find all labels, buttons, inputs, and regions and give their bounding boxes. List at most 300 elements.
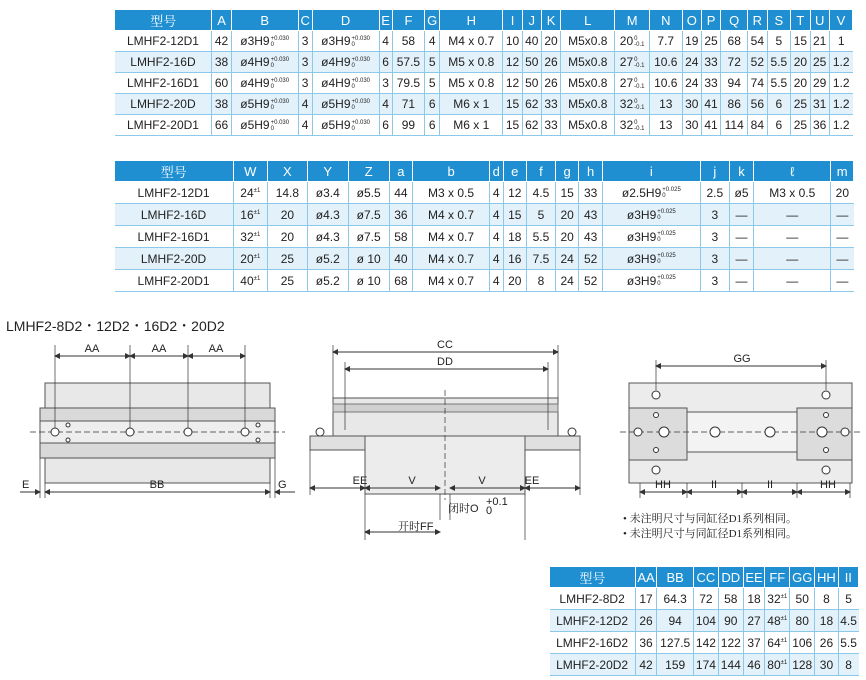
label-aa: AA — [151, 343, 167, 355]
column-header: I — [503, 10, 522, 31]
left-view-drawing — [20, 343, 295, 498]
tolerance-lower: -0.1 — [634, 62, 645, 69]
cell-value: M5x0.8 — [568, 97, 608, 111]
cell-value: 50 — [525, 76, 539, 90]
cell-value: 25 — [704, 34, 718, 48]
cell-value: 20 — [544, 34, 558, 48]
column-header: GG — [790, 567, 815, 588]
cell-value: ø 10 — [356, 273, 381, 288]
cell-value: LMHF2-16D1 — [137, 229, 210, 244]
cell-value: 5.5 — [770, 55, 788, 69]
cell-value: — — [735, 229, 748, 244]
cell-value: LMHF2-8D2 — [559, 591, 625, 606]
table-cell — [765, 588, 790, 610]
column-header: J — [522, 10, 541, 31]
tolerance-lower: 0 — [351, 104, 355, 111]
cell-value: 1.2 — [832, 76, 850, 90]
column-header: D — [312, 10, 379, 31]
tolerance-upper: +0.030 — [351, 56, 371, 63]
cell-value: LMHF2-16D2 — [556, 635, 629, 650]
cell-value: 94 — [668, 613, 682, 628]
column-header: AA — [635, 567, 657, 588]
tolerance-lower: 0 — [662, 193, 666, 200]
tolerance-upper: +0.030 — [351, 77, 371, 84]
cell-value: 64.3 — [663, 591, 687, 606]
label-closed-lower: 0 — [486, 505, 493, 517]
cell-value: 58 — [394, 229, 408, 244]
cell-value: 4 — [492, 251, 500, 266]
cell-value: LMHF2-20D — [140, 251, 207, 266]
label-ii: II — [766, 479, 774, 491]
section-title: LMHF2-8D2・12D2・16D2・20D2 — [6, 318, 225, 334]
table-cell — [550, 632, 636, 654]
table-cell — [657, 610, 694, 632]
cell-value: 43 — [583, 207, 598, 222]
table-cell — [790, 632, 815, 654]
table-cell — [838, 588, 858, 610]
cell-value: 5 — [775, 34, 783, 48]
cell-value: ø7.5 — [356, 229, 381, 244]
cell-value: 20 — [240, 251, 254, 266]
cell-value: 32 — [619, 97, 634, 111]
tolerance-upper: +0.030 — [270, 77, 290, 84]
cell-value: ø5H9 — [321, 97, 351, 111]
tolerance-lower: 0 — [351, 62, 355, 69]
column-header: k — [729, 161, 754, 182]
cell-value: 7.7 — [657, 34, 675, 48]
label-ee: EE — [352, 475, 368, 487]
cell-value: 86 — [727, 97, 741, 111]
tolerance: ±1 — [253, 231, 261, 238]
cell-value: 5 — [845, 591, 852, 606]
column-header: B — [231, 10, 298, 31]
cell-value: LMHF2-12D1 — [126, 34, 199, 48]
tolerance-lower: 0 — [657, 215, 661, 222]
cell-value: 1 — [837, 34, 845, 48]
cell-value: 6 — [428, 118, 436, 132]
cell-value: 114 — [724, 118, 744, 132]
cell-value: — — [786, 229, 799, 244]
cell-value: 4 — [492, 229, 500, 244]
cell-value: 3 — [711, 207, 719, 222]
tolerance-lower: 0 — [351, 41, 355, 48]
cell-value: 20 — [619, 34, 634, 48]
cell-value: 40 — [394, 251, 408, 266]
cell-value: M5x0.8 — [568, 76, 608, 90]
cell-value: 36 — [639, 635, 653, 650]
column-header: N — [649, 10, 682, 31]
column-header: A — [212, 10, 231, 31]
tolerance: ±1 — [780, 593, 788, 600]
table-cell — [815, 588, 838, 610]
cell-value: 19 — [685, 34, 699, 48]
cell-value: 84 — [750, 118, 765, 132]
cell-value: M6 x 1 — [453, 97, 490, 111]
table-cell — [657, 632, 694, 654]
cell-value: 79.5 — [396, 76, 421, 90]
cell-value: 42 — [214, 34, 229, 48]
footnote: • 未注明尺寸与同缸径D1系列相同。 — [623, 513, 798, 525]
label-open: 开时FF — [398, 521, 434, 533]
cell-value: ø7.5 — [356, 207, 381, 222]
cell-value: 15 — [793, 34, 808, 48]
cell-value: ø4H9 — [240, 76, 270, 90]
cell-value: 3 — [301, 76, 309, 90]
cell-value: LMHF2-20D1 — [126, 118, 199, 132]
cell-value: 18 — [819, 613, 834, 628]
cell-value: LMHF2-16D — [140, 207, 207, 222]
cell-value: M5 x 0.8 — [448, 55, 495, 69]
column-header: T — [791, 10, 810, 31]
cell-value: 38 — [214, 97, 229, 111]
tolerance-lower: 0 — [270, 41, 274, 48]
tolerance-lower: 0 — [270, 83, 274, 90]
cell-value: 144 — [720, 657, 741, 672]
cell-value: 37 — [747, 635, 761, 650]
cell-value: ø3H9 — [626, 251, 657, 266]
cell-value: LMHF2-12D2 — [556, 613, 629, 628]
cell-value: 6 — [382, 118, 389, 132]
cell-value: 10 — [505, 34, 520, 48]
cell-value: — — [735, 273, 748, 288]
cell-value: 12 — [505, 76, 520, 90]
cell-value: ø4H9 — [321, 76, 351, 90]
cell-value: LMHF2-20D2 — [556, 657, 629, 672]
table-cell — [635, 588, 657, 610]
cell-value: 25 — [793, 118, 808, 132]
tolerance-upper: 0 — [634, 119, 638, 126]
table-cell — [694, 632, 719, 654]
cell-value: M4 x 0.7 — [428, 229, 475, 244]
cell-value: 17 — [639, 591, 653, 606]
table-cell — [550, 588, 636, 610]
column-header: M — [615, 10, 650, 31]
cell-value: 3 — [711, 273, 719, 288]
cell-value: 12 — [505, 55, 520, 69]
cell-value: — — [786, 207, 799, 222]
column-header: II — [838, 567, 858, 588]
cell-value: 33 — [583, 185, 598, 200]
cell-value: LMHF2-16D — [130, 55, 196, 69]
column-header: S — [767, 10, 791, 31]
table-cell — [718, 610, 743, 632]
cell-value: 24 — [560, 251, 574, 266]
cell-value: 64 — [767, 635, 781, 650]
cell-value: ø3.4 — [315, 185, 340, 200]
cell-value: 1.2 — [832, 97, 850, 111]
cell-value: 4 — [382, 34, 389, 48]
column-header: 型号 — [115, 10, 212, 31]
table-cell — [718, 588, 743, 610]
tolerance-upper: +0.030 — [351, 119, 371, 126]
tolerance-lower: 0 — [657, 281, 661, 288]
tolerance-lower: 0 — [657, 237, 661, 244]
cell-value: 36 — [394, 207, 408, 222]
cell-value: 30 — [685, 97, 699, 111]
cell-value: 20 — [560, 207, 574, 222]
table-cell — [838, 632, 858, 654]
cell-value: 30 — [819, 657, 834, 672]
column-header: W — [233, 161, 267, 182]
cell-value: 52 — [750, 55, 765, 69]
label-aa: AA — [208, 343, 224, 355]
cell-value: 8 — [537, 273, 545, 288]
table-cell — [815, 654, 838, 676]
column-header: FF — [765, 567, 790, 588]
tolerance-upper: +0.030 — [351, 98, 371, 105]
cell-value: 5 — [428, 76, 436, 90]
column-header: H — [440, 10, 503, 31]
cell-value: M3 x 0.5 — [769, 185, 816, 200]
cell-value: 90 — [724, 613, 738, 628]
tolerance-lower: -0.1 — [634, 104, 645, 111]
cell-value: 3 — [301, 34, 309, 48]
cell-value: 4 — [301, 97, 309, 111]
cell-value: — — [836, 207, 849, 222]
table-cell — [694, 610, 719, 632]
cell-value: 20 — [793, 76, 808, 90]
column-header: g — [555, 161, 578, 182]
cell-value: 27 — [747, 613, 761, 628]
cell-value: 6 — [382, 55, 389, 69]
table-cell — [743, 610, 765, 632]
tolerance-lower: 0 — [270, 125, 274, 132]
tolerance-upper: 0 — [634, 77, 638, 84]
column-header: DD — [718, 567, 743, 588]
cell-value: 25 — [280, 273, 295, 288]
column-header: G — [425, 10, 440, 31]
tolerance-upper: +0.030 — [270, 98, 290, 105]
table-row — [550, 632, 859, 654]
cell-value: M4 x 0.7 — [428, 251, 475, 266]
cell-value: 52 — [583, 273, 598, 288]
cell-value: 25 — [812, 55, 827, 69]
column-header: h — [579, 161, 602, 182]
column-header: e — [503, 161, 526, 182]
tolerance-lower: 0 — [351, 83, 355, 90]
cell-value: 60 — [214, 76, 229, 90]
cell-value: ø4.3 — [315, 207, 340, 222]
cell-value: 5.5 — [532, 229, 550, 244]
table-cell — [718, 654, 743, 676]
cell-value: M5x0.8 — [568, 55, 608, 69]
cell-value: 20 — [280, 229, 295, 244]
cell-value: 46 — [747, 657, 761, 672]
cell-value: 13 — [659, 97, 673, 111]
cell-value: M3 x 0.5 — [428, 185, 475, 200]
cell-value: LMHF2-16D1 — [126, 76, 199, 90]
table-cell — [550, 654, 636, 676]
cell-value: 5 — [537, 207, 545, 222]
cell-value: 128 — [792, 657, 813, 672]
cell-value: 5.5 — [770, 76, 788, 90]
cell-value: 27 — [619, 55, 634, 69]
column-header: U — [810, 10, 829, 31]
cell-value: 21 — [812, 34, 827, 48]
cell-value: 99 — [401, 118, 416, 132]
table-cell — [790, 654, 815, 676]
cell-value: 5.5 — [840, 635, 857, 650]
table-cell — [635, 632, 657, 654]
cell-value: 54 — [750, 34, 765, 48]
cell-value: 80 — [767, 657, 781, 672]
cell-value: 3 — [301, 55, 309, 69]
table-cell — [743, 654, 765, 676]
label-e: E — [22, 479, 30, 491]
cell-value: — — [836, 229, 849, 244]
cell-value: LMHF2-12D1 — [137, 185, 210, 200]
cell-value: 24 — [685, 55, 699, 69]
label-hh: HH — [655, 479, 671, 491]
column-header: 型号 — [550, 567, 636, 588]
tolerance-upper: 0 — [634, 98, 638, 105]
tolerance-lower: -0.1 — [634, 41, 645, 48]
tolerance-lower: 0 — [270, 62, 274, 69]
column-header: d — [490, 161, 503, 182]
cell-value: 20 — [835, 185, 850, 200]
label-bb: BB — [149, 479, 165, 491]
cell-value: M5x0.8 — [568, 118, 608, 132]
cell-value: ø5H9 — [240, 97, 270, 111]
cell-value: — — [786, 273, 799, 288]
table-cell — [657, 588, 694, 610]
cell-value: 3 — [711, 251, 719, 266]
cell-value: 142 — [695, 635, 716, 650]
cell-value: 4 — [492, 273, 500, 288]
cell-value: ø5.2 — [315, 251, 340, 266]
cell-value: 38 — [214, 55, 229, 69]
column-header: i — [602, 161, 700, 182]
cell-value: 8 — [823, 591, 830, 606]
cell-value: M4 x 0.7 — [448, 34, 495, 48]
tolerance: ±1 — [780, 637, 788, 644]
label-v: V — [408, 475, 416, 487]
column-header: b — [413, 161, 490, 182]
cell-value: M5 x 0.8 — [448, 76, 495, 90]
cell-value: ø5H9 — [240, 118, 270, 132]
tolerance-upper: +0.025 — [662, 187, 681, 194]
cell-value: 4 — [382, 97, 389, 111]
column-header: Q — [721, 10, 748, 31]
tolerance-lower: 0 — [657, 259, 661, 266]
top-view-drawing — [620, 353, 862, 498]
cell-value: 16 — [508, 251, 522, 266]
cell-value: 127.5 — [660, 635, 691, 650]
cell-value: 36 — [812, 118, 827, 132]
cell-value: 1.2 — [832, 118, 850, 132]
column-header: a — [389, 161, 412, 182]
cell-value: 62 — [525, 97, 539, 111]
cell-value: 10.6 — [654, 76, 678, 90]
cell-value: 72 — [727, 55, 741, 69]
tolerance: ±1 — [253, 209, 261, 216]
cell-value: 104 — [695, 613, 716, 628]
tolerance-upper: +0.030 — [270, 119, 290, 126]
cell-value: 40 — [525, 34, 539, 48]
cell-value: 74 — [750, 76, 765, 90]
cell-value: 7.5 — [532, 251, 550, 266]
label-g: G — [278, 479, 287, 491]
tolerance-upper: +0.025 — [657, 209, 676, 216]
tolerance-upper: +0.030 — [270, 56, 290, 63]
table-cell — [743, 632, 765, 654]
cell-value: 58 — [724, 591, 738, 606]
table-cell — [765, 610, 790, 632]
column-header: CC — [694, 567, 719, 588]
cell-value: 20 — [793, 55, 808, 69]
cell-value: ø3H9 — [626, 207, 657, 222]
cell-value: 42 — [639, 657, 653, 672]
cell-value: 30 — [685, 118, 699, 132]
tolerance-lower: 0 — [351, 125, 355, 132]
cell-value: ø3H9 — [626, 273, 657, 288]
column-header: L — [561, 10, 615, 31]
cell-value: 71 — [401, 97, 416, 111]
cell-value: 4 — [301, 118, 309, 132]
cell-value: 24 — [240, 185, 254, 200]
cell-value: 80 — [795, 613, 809, 628]
cell-value: — — [836, 251, 849, 266]
column-header: F — [392, 10, 425, 31]
cell-value: 16 — [240, 207, 254, 222]
table-cell — [838, 610, 858, 632]
cell-value: 26 — [819, 635, 834, 650]
table-row — [550, 610, 859, 632]
cell-value: ø4H9 — [321, 55, 351, 69]
column-header: O — [682, 10, 701, 31]
column-header: j — [700, 161, 729, 182]
cell-value: ø4.3 — [315, 229, 340, 244]
cell-value: 94 — [727, 76, 741, 90]
column-header: f — [526, 161, 555, 182]
cell-value: ø3H9 — [626, 229, 657, 244]
cell-value: — — [735, 207, 748, 222]
cell-value: 4 — [492, 185, 500, 200]
column-header: V — [829, 10, 852, 31]
cell-value: 4 — [492, 207, 500, 222]
tolerance-upper: +0.030 — [270, 35, 290, 42]
footnote: • 未注明尺寸与同缸径D1系列相同。 — [623, 528, 798, 540]
tolerance: ±1 — [780, 615, 788, 622]
cell-value: 18 — [747, 591, 761, 606]
cell-value: ø5.2 — [315, 273, 340, 288]
table-cell — [815, 632, 838, 654]
cell-value: 14.8 — [275, 185, 300, 200]
cell-value: 4 — [428, 34, 436, 48]
table-row — [550, 654, 859, 676]
table-cell — [765, 632, 790, 654]
label-ee: EE — [524, 475, 540, 487]
column-header: BB — [657, 567, 694, 588]
column-header: X — [267, 161, 307, 182]
label-closed: 闭时O — [448, 503, 479, 515]
cell-value: 10.6 — [654, 55, 678, 69]
cell-value: 25 — [793, 97, 808, 111]
cell-value: 41 — [704, 118, 718, 132]
cell-value: 50 — [525, 55, 539, 69]
cell-value: 29 — [812, 76, 827, 90]
column-header: R — [748, 10, 767, 31]
label-cc: CC — [437, 339, 453, 351]
cell-value: 57.5 — [396, 55, 421, 69]
table-cell — [635, 654, 657, 676]
cell-value: 24 — [685, 76, 699, 90]
cell-value: ø2.5H9 — [621, 185, 662, 200]
cell-value: LMHF2-20D1 — [137, 273, 210, 288]
cell-value: 26 — [639, 613, 653, 628]
column-header: Y — [307, 161, 348, 182]
label-closed-upper: +0.1 — [486, 496, 508, 508]
